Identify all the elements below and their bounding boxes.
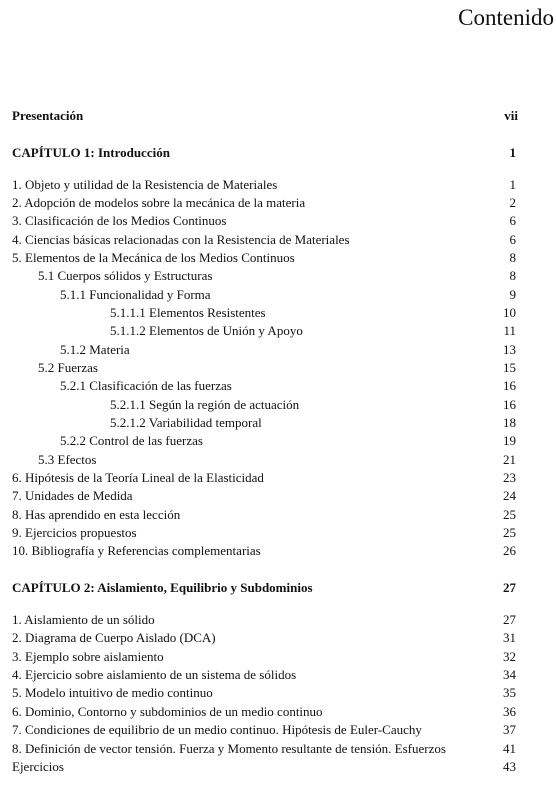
toc-entry-page: 32 — [503, 649, 516, 664]
toc-entry-page: 6 — [509, 213, 516, 228]
toc-entry-title: 5.2.1.1 Según la región de actuación — [110, 397, 300, 412]
toc-entry — [0, 304, 556, 322]
toc-entry-presentacion — [0, 107, 556, 125]
toc-entry-title: 1. Objeto y utilidad de la Resistencia de Materiales — [12, 177, 278, 192]
toc-entry — [0, 341, 556, 359]
toc-entry-page: 43 — [503, 759, 516, 774]
toc-entry — [0, 542, 556, 560]
toc-entry-title: 5. Elementos de la Mecánica de los Medios Continuos — [12, 250, 295, 265]
toc-entry-page: 11 — [503, 323, 516, 338]
toc-entry — [0, 758, 556, 776]
toc-entry — [0, 451, 556, 469]
toc-entry-title: 5.1.1 Funcionalidad y Forma — [60, 287, 211, 302]
toc-entry-title: 8. Definición de vector tensión. Fuerza y Momento resultante de tensión. Esfuerzos — [12, 741, 446, 756]
toc-entry-title: 2. Adopción de modelos sobre la mecánica de la materia — [12, 195, 306, 210]
toc-entry — [0, 721, 556, 739]
toc-entry-page: 15 — [503, 360, 516, 375]
toc-entry-title: 6. Hipótesis de la Teoría Lineal de la Elasticidad — [12, 470, 264, 485]
toc-entry-page: 13 — [503, 342, 516, 357]
toc-entry-page: 27 — [503, 612, 516, 627]
toc-entry — [0, 703, 556, 721]
toc-entry-title: 7. Unidades de Medida — [12, 488, 133, 503]
toc-entry — [0, 469, 556, 487]
toc-entry — [0, 359, 556, 377]
toc-entry-title: 5.1.1.2 Elementos de Unión y Apoyo — [110, 323, 303, 338]
toc-entry-page: 26 — [503, 543, 516, 558]
toc-entry-page: 1 — [509, 177, 516, 192]
toc-entry-title: 5.2 Fuerzas — [38, 360, 98, 375]
toc-entry — [0, 322, 556, 340]
toc-entry — [0, 740, 556, 758]
toc-chapter-heading — [0, 144, 556, 162]
toc-entry — [0, 629, 556, 647]
toc-entry — [0, 212, 556, 230]
toc-entry-page: 25 — [503, 507, 516, 522]
toc-entry-page: 34 — [503, 667, 516, 682]
toc-entry-title: 6. Dominio, Contorno y subdominios de un medio continuo — [12, 704, 323, 719]
toc-entry — [0, 267, 556, 285]
toc-entry-page: 36 — [503, 704, 516, 719]
toc-entry-title: 5.1 Cuerpos sólidos y Estructuras — [38, 268, 213, 283]
toc-entry-title: 10. Bibliografía y Referencias complementarias — [12, 543, 261, 558]
toc-entry-page: vii — [504, 108, 518, 123]
toc-entry-page: 31 — [503, 630, 516, 645]
toc-entry — [0, 414, 556, 432]
toc-entry-title: Presentación — [12, 108, 84, 123]
toc-entry — [0, 506, 556, 524]
toc-entry-title: 3. Clasificación de los Medios Continuos — [12, 213, 227, 228]
toc-entry-title: 5.1.2 Materia — [60, 342, 130, 357]
toc-entry-page: 6 — [509, 232, 516, 247]
toc-entry — [0, 432, 556, 450]
toc-entry — [0, 286, 556, 304]
toc-entry-page: 18 — [503, 415, 516, 430]
toc-entry-page: 37 — [503, 722, 516, 737]
toc-entry-page: 16 — [503, 397, 516, 412]
toc-entry-title: 4. Ciencias básicas relacionadas con la Resistencia de Materiales — [12, 232, 350, 247]
toc-entry — [0, 396, 556, 414]
toc-entry-title: 4. Ejercicio sobre aislamiento de un sistema de sólidos — [12, 667, 297, 682]
toc-entry-title: 8. Has aprendido en esta lección — [12, 507, 181, 522]
toc-entry-title: 5.3 Efectos — [38, 452, 97, 467]
toc-entry-page: 10 — [503, 305, 516, 320]
toc-entry-page: 25 — [503, 525, 516, 540]
toc-entry-page: 24 — [503, 488, 516, 503]
toc-entry-page: 9 — [509, 287, 516, 302]
toc-entry-page: 2 — [509, 195, 516, 210]
toc-entry-page: 35 — [503, 685, 516, 700]
toc-entry-page: 19 — [503, 433, 516, 448]
toc-entry-page: 1 — [509, 145, 516, 160]
toc-entry — [0, 249, 556, 267]
toc-entry — [0, 684, 556, 702]
toc-entry-page: 8 — [509, 268, 516, 283]
toc-entry — [0, 231, 556, 249]
toc-entry — [0, 524, 556, 542]
toc-entry — [0, 377, 556, 395]
toc-entry-page: 16 — [503, 378, 516, 393]
toc-entry-title: 9. Ejercicios propuestos — [12, 525, 137, 540]
toc-entry-title: 5.2.1.2 Variabilidad temporal — [110, 415, 262, 430]
toc-entry-title: 2. Diagrama de Cuerpo Aislado (DCA) — [12, 630, 216, 645]
toc-entry-title: CAPÍTULO 1: Introducción — [12, 145, 170, 160]
toc-entry-title: 7. Condiciones de equilibrio de un medio continuo. Hipótesis de Euler-Cauchy — [12, 722, 422, 737]
toc-entry-title: 5.2.2 Control de las fuerzas — [60, 433, 203, 448]
toc-entry — [0, 194, 556, 212]
toc-entry-title: 3. Ejemplo sobre aislamiento — [12, 649, 164, 664]
toc-entry-title: CAPÍTULO 2: Aislamiento, Equilibrio y Subdominios — [12, 580, 313, 595]
toc-entry-title: 5.1.1.1 Elementos Resistentes — [110, 305, 266, 320]
page-title: Contenido — [458, 5, 554, 30]
toc-entry-title: Ejercicios — [12, 759, 64, 774]
toc-entry-page: 8 — [509, 250, 516, 265]
toc-entry — [0, 648, 556, 666]
toc-entry-title: 5. Modelo intuitivo de medio continuo — [12, 685, 213, 700]
toc-chapter-heading — [0, 579, 556, 597]
toc-entry-page: 27 — [503, 580, 516, 595]
toc-entry-page: 23 — [503, 470, 516, 485]
toc-entry — [0, 176, 556, 194]
toc-entry — [0, 611, 556, 629]
toc-entry-title: 5.2.1 Clasificación de las fuerzas — [60, 378, 232, 393]
toc-entry — [0, 666, 556, 684]
toc-entry-title: 1. Aislamiento de un sólido — [12, 612, 155, 627]
toc-entry — [0, 487, 556, 505]
toc-entry-page: 41 — [503, 741, 516, 756]
toc-entry-page: 21 — [503, 452, 516, 467]
